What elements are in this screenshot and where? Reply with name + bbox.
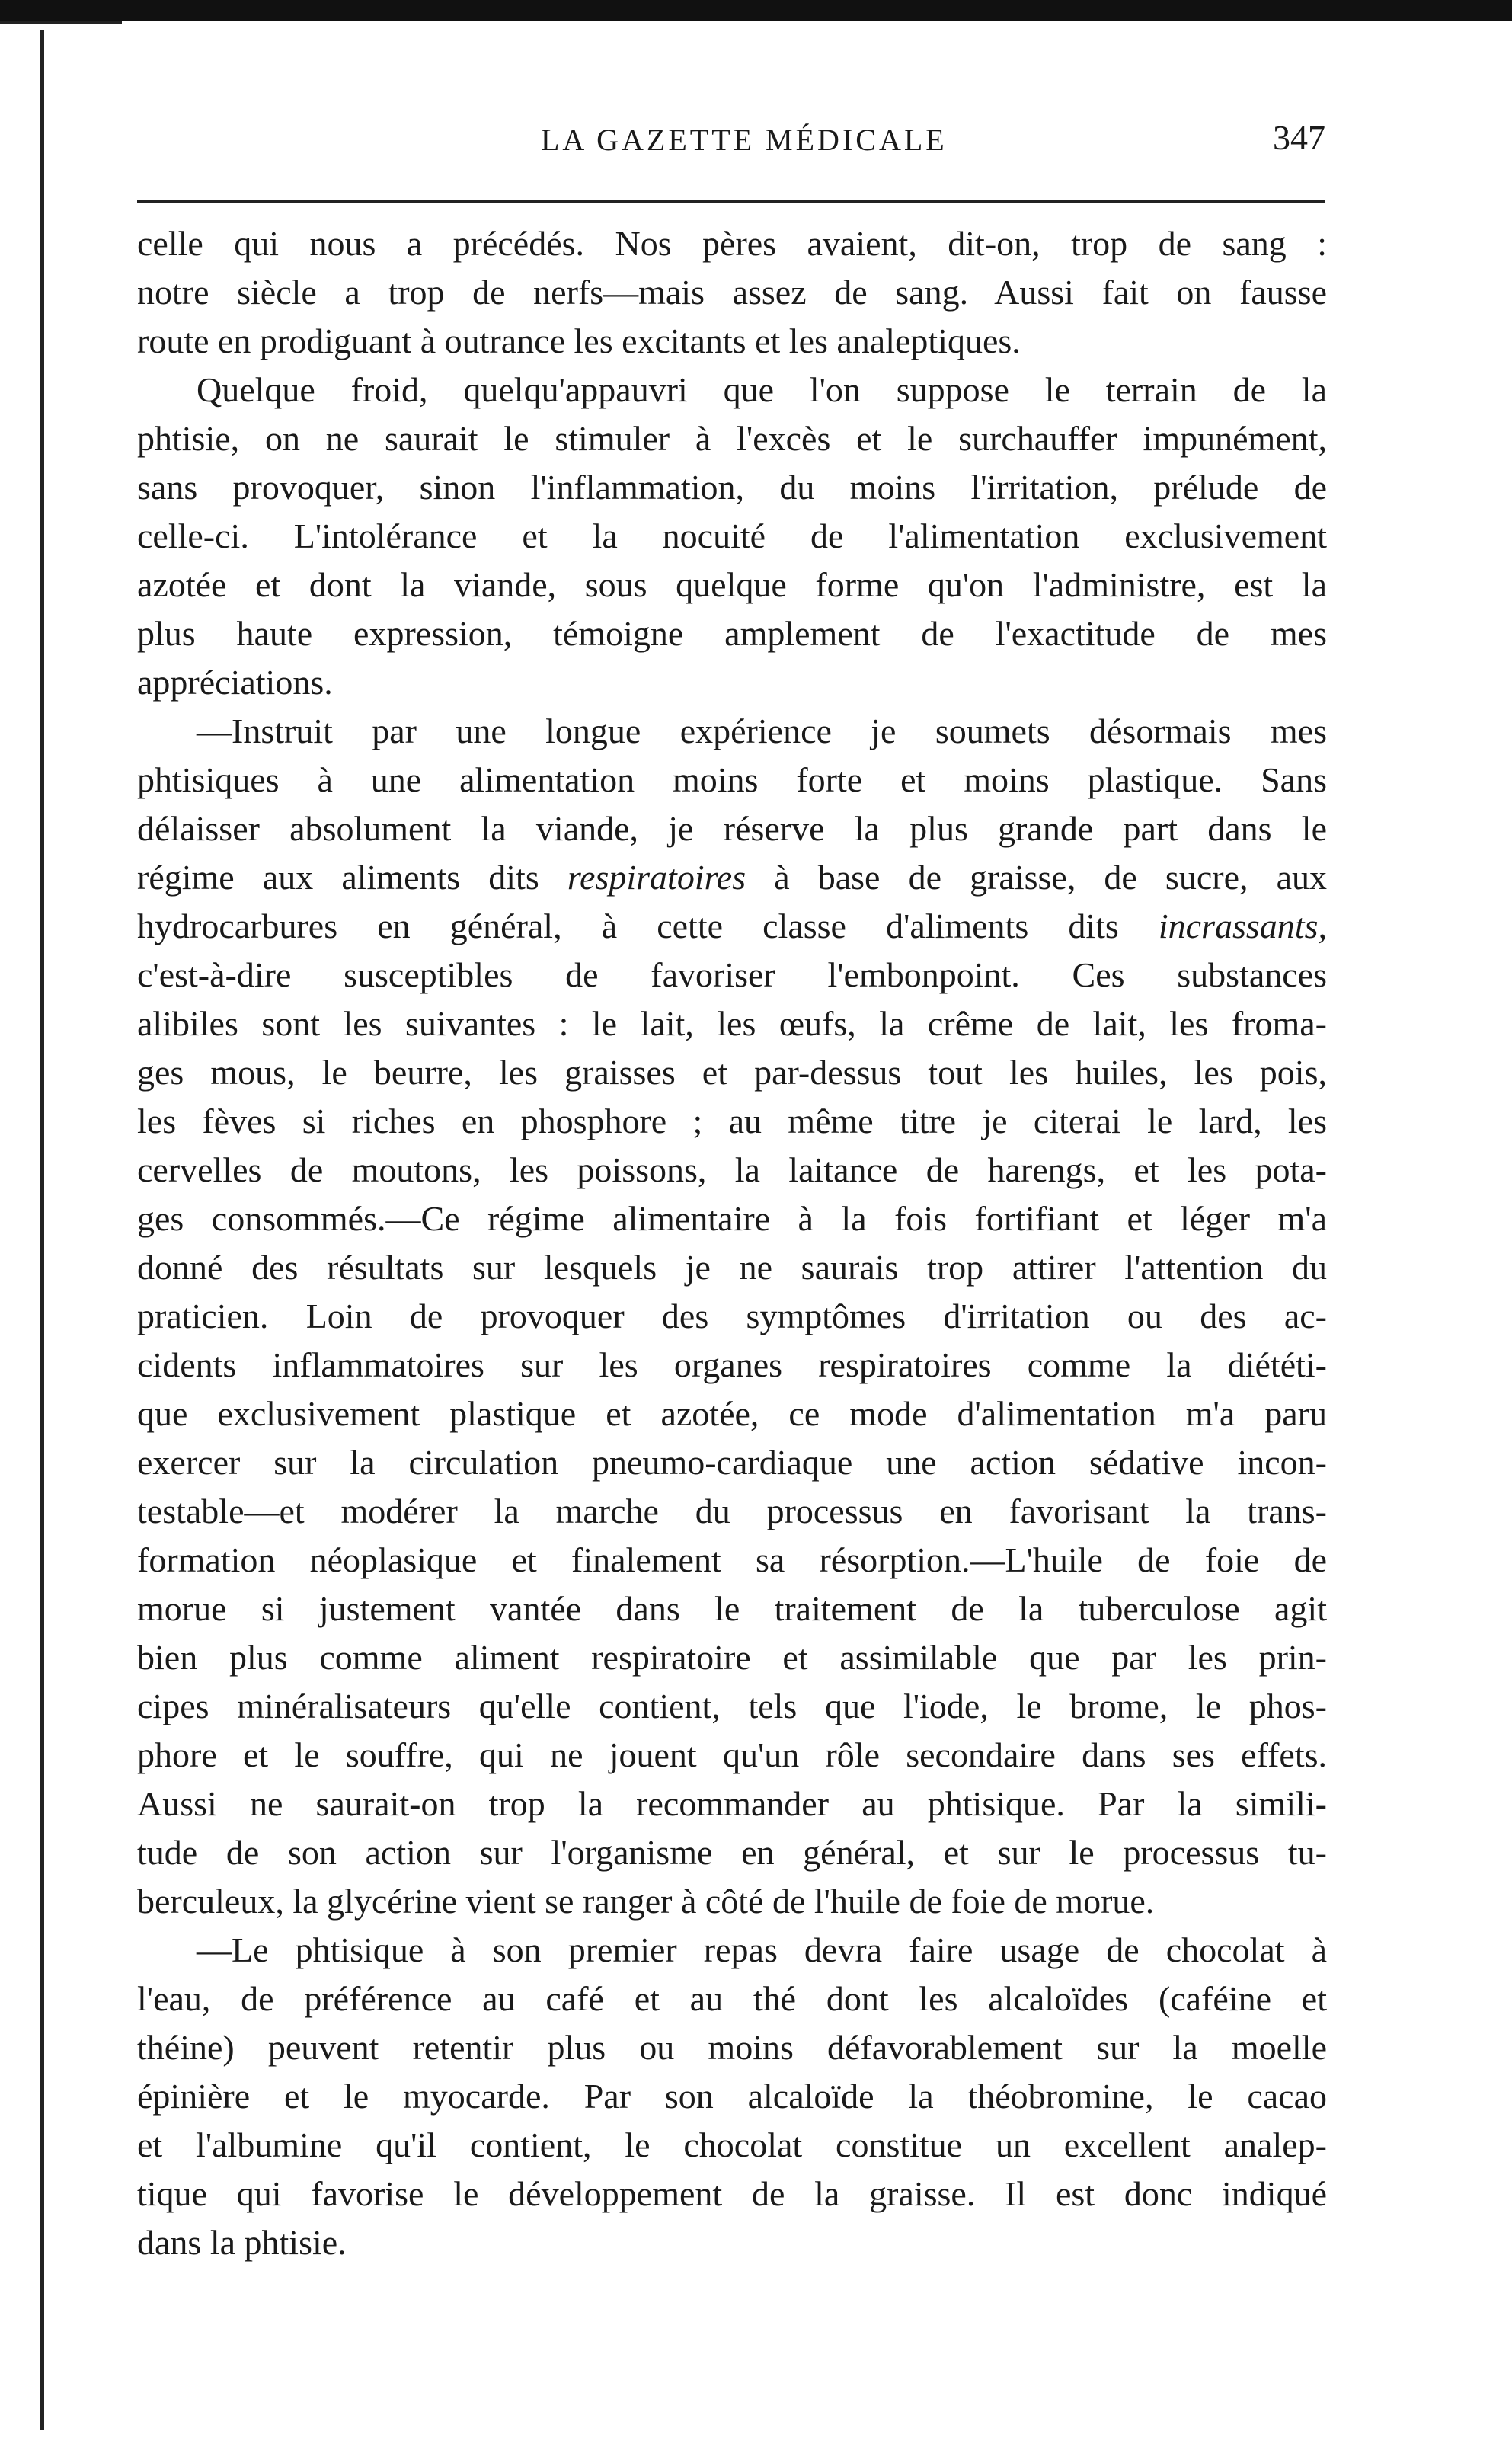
text-line: appréciations. [137,663,333,702]
scan-binding-edge [40,30,44,2430]
text-line: sans provoquer, sinon l'inflammation, du moins l'irritation, prélude de [137,468,1327,507]
text-line: tude de son action sur l'organisme en général, et sur le processus tu- [137,1833,1327,1872]
text-line: que exclusivement plastique et azotée, ce mode d'alimentation m'a paru [137,1394,1327,1433]
running-header [137,114,1325,175]
text-line: route en prodiguant à outrance les excitants et les analeptiques. [137,321,1021,360]
text-line [137,853,1327,902]
text-line: morue si justement vantée dans le traitement de la tuberculose agit [137,1589,1327,1628]
text-line: et l'albumine qu'il contient, le chocolat constitue un excellent analep- [137,2125,1327,2164]
text-run: régime aux aliments dits [137,858,567,897]
text-line: azotée et dont la viande, sous quelque forme qu'on l'administre, est la [137,565,1327,604]
text-line: alibiles sont les suivantes : le lait, les œufs, la crême de lait, les froma- [137,1004,1327,1043]
text-line: bien plus comme aliment respiratoire et assimilable que par les prin- [137,1638,1327,1677]
page-number: 347 [1273,118,1325,157]
text-line: les fèves si riches en phosphore ; au même titre je citerai le lard, les [137,1102,1327,1140]
scan-top-border [0,0,1512,21]
text-line: cidents inflammatoires sur les organes respiratoires comme la diététi- [137,1345,1327,1384]
text-line [137,902,1327,951]
journal-title: LA GAZETTE MÉDICALE [541,123,948,157]
text-line: praticien. Loin de provoquer des symptômes d'irritation ou des ac- [137,1297,1327,1335]
text-line: cipes minéralisateurs qu'elle contient, tels que l'iode, le brome, le phos- [137,1687,1327,1725]
text-line: notre siècle a trop de nerfs—mais assez de sang. Aussi fait on fausse [137,273,1327,312]
text-line: ges mous, le beurre, les graisses et par-dessus tout les huiles, les pois, [137,1053,1327,1092]
text-run: hydrocarbures en général, à cette classe d'aliments dits [137,907,1159,945]
text-line: Quelque froid, quelqu'appauvri que l'on suppose le terrain de la [197,370,1327,409]
text-line: phtisiques à une alimentation moins forte et moins plastique. Sans [137,760,1327,799]
article-body [137,219,1327,2267]
text-line: théine) peuvent retentir plus ou moins défavorablement sur la moelle [137,2028,1327,2067]
text-line: délaisser absolument la viande, je réserve la plus grande part dans le [137,809,1327,848]
text-line: berculeux, la glycérine vient se ranger à côté de l'huile de foie de morue. [137,1882,1155,1921]
text-line: testable—et modérer la marche du processus en favorisant la trans- [137,1492,1327,1530]
text-line: cervelles de moutons, les poissons, la laitance de harengs, et les pota- [137,1150,1327,1189]
text-line: l'eau, de préférence au café et au thé dont les alcaloïdes (caféine et [137,1979,1327,2018]
text-line: Aussi ne saurait-on trop la recommander au phtisique. Par la simili- [137,1784,1327,1823]
header-rule [137,200,1325,203]
text-line: tique qui favorise le développement de la graisse. Il est donc indiqué [137,2174,1327,2213]
text-line: celle qui nous a précédés. Nos pères avaient, dit-on, trop de sang : [137,224,1327,263]
text-line: phore et le souffre, qui ne jouent qu'un rôle secondaire dans ses effets. [137,1735,1327,1774]
text-line: plus haute expression, témoigne amplement de l'exactitude de mes [137,614,1327,653]
text-line: —Le phtisique à son premier repas devra faire usage de chocolat à [197,1930,1327,1969]
text-line: ges consommés.—Ce régime alimentaire à la fois fortifiant et léger m'a [137,1199,1327,1238]
text-line: phtisie, on ne saurait le stimuler à l'excès et le surchauffer impunément, [137,419,1327,458]
text-line: dans la phtisie. [137,2223,347,2262]
text-line: donné des résultats sur lesquels je ne saurais trop attirer l'attention du [137,1248,1327,1287]
text-run: à base de graisse, de sucre, aux [746,858,1327,897]
text-line: c'est-à-dire susceptibles de favoriser l'embonpoint. Ces substances [137,955,1327,994]
italic-term: incrassants, [1158,907,1327,945]
italic-term: respiratoires [567,858,746,897]
scan-corner-mark [0,21,122,69]
text-line: épinière et le myocarde. Par son alcaloïde la théobromine, le cacao [137,2077,1327,2116]
text-line: —Instruit par une longue expérience je soumets désormais mes [197,712,1327,750]
text-line: celle-ci. L'intolérance et la nocuité de l'alimentation exclusivement [137,517,1327,555]
text-line: exercer sur la circulation pneumo-cardiaque une action sédative incon- [137,1443,1327,1482]
text-line: formation néoplasique et finalement sa résorption.—L'huile de foie de [137,1540,1327,1579]
